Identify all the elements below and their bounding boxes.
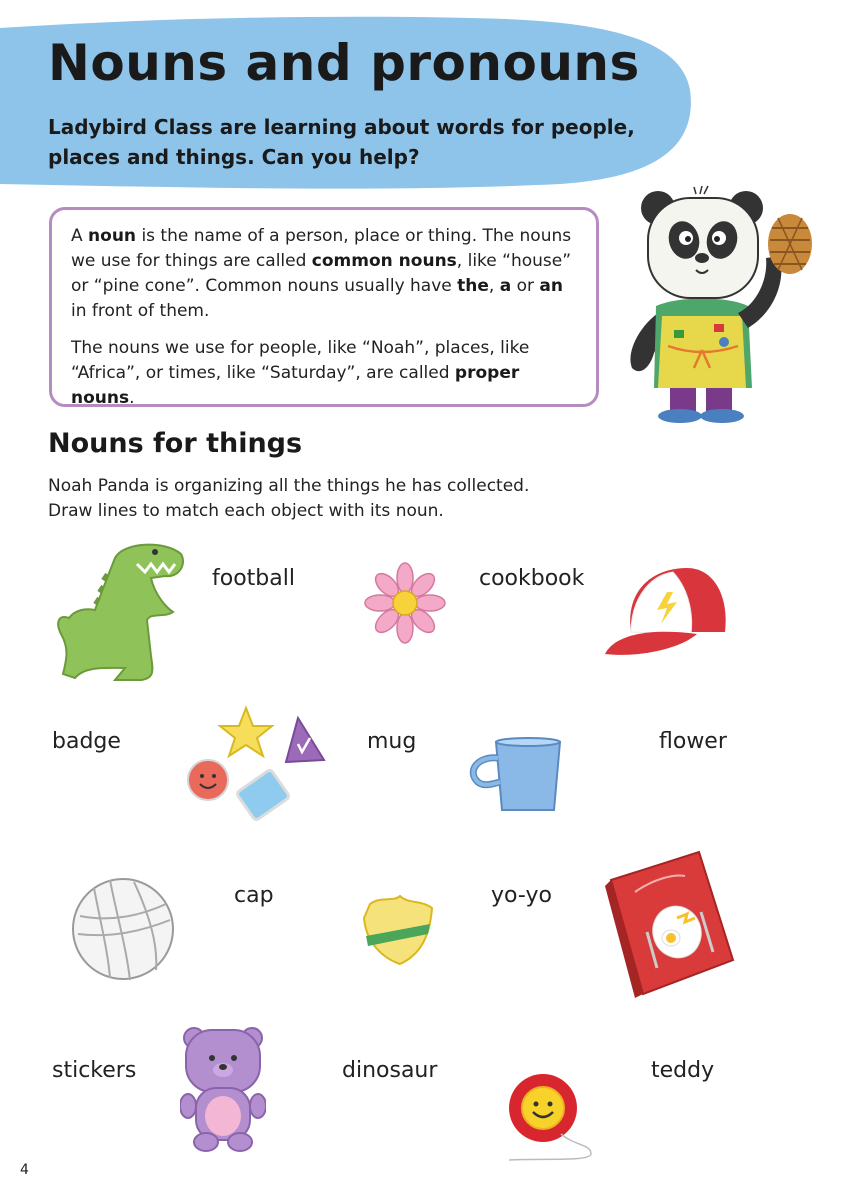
stickers-picture <box>186 704 330 830</box>
flower-picture <box>364 562 446 644</box>
word-mug: mug <box>367 729 417 754</box>
page-subtitle: Ladybird Class are learning about words for people, places and things. Can you help? <box>48 115 635 169</box>
badge-picture <box>360 894 436 966</box>
definition-paragraph-proper: The nouns we use for people, like “Noah”, places, like “Africa”, or times, like “Saturday”, are called proper nouns. <box>71 338 530 408</box>
word-stickers: stickers <box>52 1058 137 1083</box>
page-number: 4 <box>20 1162 29 1178</box>
football-picture <box>70 876 176 982</box>
term-proper-nouns: proper nouns <box>71 363 520 408</box>
section-heading: Nouns for things <box>48 428 303 459</box>
word-flower: flower <box>659 729 727 754</box>
word-cap: cap <box>234 883 274 908</box>
page-title: Nouns and pronouns <box>48 34 640 92</box>
word-yoyo: yo-yo <box>491 883 552 908</box>
teddy-picture <box>180 1024 266 1152</box>
panda-illustration <box>618 178 848 423</box>
term-common-nouns: common nouns <box>311 251 457 271</box>
mug-picture <box>468 736 564 816</box>
word-football: football <box>212 566 295 591</box>
word-cookbook: cookbook <box>479 566 585 591</box>
word-dinosaur: dinosaur <box>342 1058 438 1083</box>
yoyo-picture <box>505 1072 595 1164</box>
term-a: a <box>499 276 512 296</box>
dinosaur-picture <box>55 538 190 686</box>
word-badge: badge <box>52 729 121 754</box>
cookbook-picture <box>605 848 739 1000</box>
term-an: an <box>539 276 563 296</box>
cap-picture <box>601 562 729 662</box>
activity-instructions: Noah Panda is organizing all the things he has collected. Draw lines to match each object with its noun. <box>48 476 530 521</box>
term-the: the <box>457 276 489 296</box>
term-noun: noun <box>88 226 137 246</box>
definition-box <box>49 207 599 407</box>
word-teddy: teddy <box>651 1058 715 1083</box>
definition-paragraph-common: A noun is the name of a person, place or thing. The nouns we use for things are called common nouns, like “house” or “pine cone”. Common nouns usually have the, a or an in front of them. <box>71 226 572 321</box>
